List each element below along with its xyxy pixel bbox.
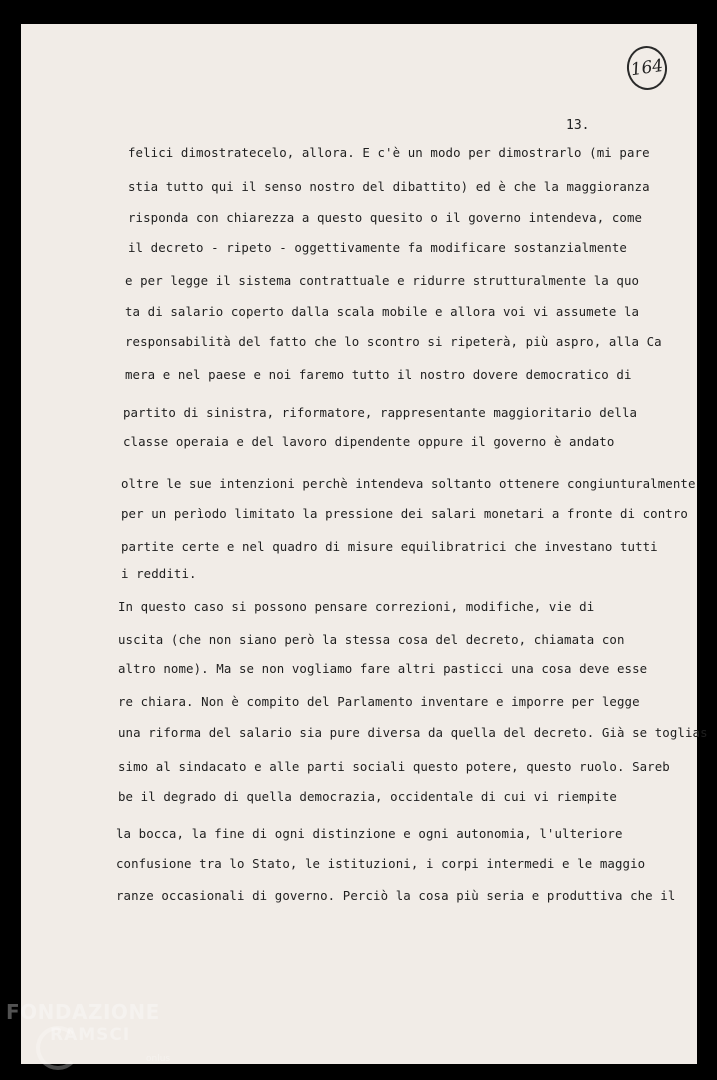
- text-line: In questo caso si possono pensare correzioni, modifiche, vie di: [118, 599, 595, 614]
- text-line: i redditi.: [121, 566, 197, 581]
- text-line: per un perìodo limitato la pressione dei salari monetari a fronte di contro: [121, 506, 688, 521]
- text-line: il decreto - ripeto - oggettivamente fa modificare sostanzialmente: [128, 240, 627, 255]
- watermark-line-1: FONDAZIONE: [6, 1000, 160, 1024]
- text-line: uscita (che non siano però la stessa cosa del decreto, chiamata con: [118, 632, 625, 647]
- text-line: confusione tra lo Stato, le istituzioni, i corpi intermedi e le maggio: [116, 856, 646, 871]
- text-line: classe operaia e del lavoro dipendente oppure il governo è andato: [123, 434, 615, 449]
- text-line: mera e nel paese e noi faremo tutto il nostro dovere democratico di: [125, 367, 632, 382]
- text-line: re chiara. Non è compito del Parlamento inventare e imporre per legge: [118, 694, 640, 709]
- text-line: la bocca, la fine di ogni distinzione e ogni autonomia, l'ulteriore: [116, 826, 623, 841]
- watermark-line-3: onlus: [146, 1054, 171, 1064]
- page-number: 13.: [566, 118, 590, 133]
- text-line: felici dimostratecelo, allora. E c'è un modo per dimostrarlo (mi pare: [128, 145, 650, 160]
- text-line: responsabilità del fatto che lo scontro si ripeterà, più aspro, alla Ca: [125, 334, 662, 349]
- text-line: ta di salario coperto dalla scala mobile e allora voi vi assumete la: [125, 304, 640, 319]
- text-line: be il degrado di quella democrazia, occidentale di cui vi riempite: [118, 789, 617, 804]
- text-line: partito di sinistra, riformatore, rappresentante maggioritario della: [123, 405, 638, 420]
- text-line: simo al sindacato e alle parti sociali questo potere, questo ruolo. Sareb: [118, 759, 670, 774]
- folio-number: 164: [629, 55, 665, 81]
- text-line: ranze occasionali di governo. Perciò la cosa più seria e produttiva che il: [116, 888, 676, 903]
- watermark-line-2: RAMSCI: [50, 1025, 131, 1045]
- text-line: partite certe e nel quadro di misure equilibratrici che investano tutti: [121, 539, 658, 554]
- text-line: una riforma del salario sia pure diversa da quella del decreto. Già se toglias: [118, 725, 708, 740]
- text-line: e per legge il sistema contrattuale e ridurre strutturalmente la quo: [125, 273, 640, 288]
- text-line: oltre le sue intenzioni perchè intendeva soltanto ottenere congiunturalmente: [121, 476, 696, 491]
- text-line: risponda con chiarezza a questo quesito o il governo intendeva, come: [128, 210, 643, 225]
- text-line: altro nome). Ma se non vogliamo fare altri pasticci una cosa deve esse: [118, 661, 648, 676]
- text-line: stia tutto qui il senso nostro del dibattito) ed è che la maggioranza: [128, 179, 650, 194]
